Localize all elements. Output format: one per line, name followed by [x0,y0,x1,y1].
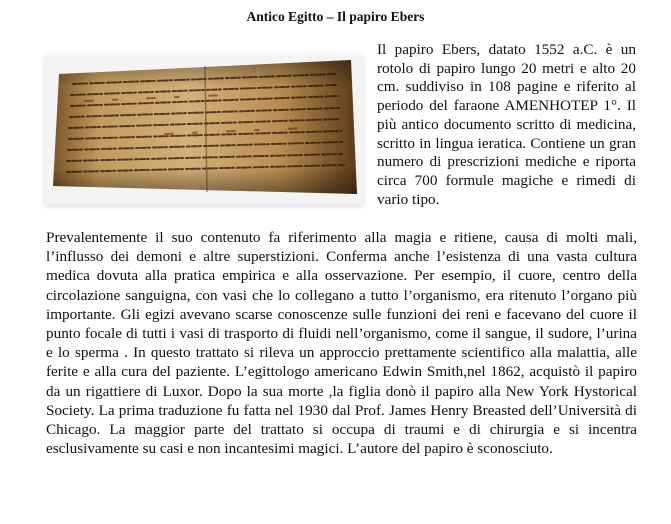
intro-paragraph: Il papiro Ebers, datato 1552 a.C. è un rotolo di papiro lungo 20 metri e alto 20 cm. suddiviso in 108 pagine e riferito al periodo del faraone AMENHOTEP 1°. Il più antico documento scritto di medicina, scritto in lingua ieratica. Contiene un gran numero di prescrizioni mediche e riporta circa 700 formule magiche e rimedi di vario tipo. [377,41,636,208]
page-title: Antico Egitto – Il papiro Ebers [246,9,425,24]
body-paragraph: Prevalentemente il suo contenuto fa riferimento alla magia e ritiene, causa di molti mali, l’influsso dei demoni e altre superstizioni. Conferma anche l’esistenza di una vasta cultura medica dovuta alla pratica empirica e alla osservazione. Per esempio, il cuore, centro della circolazione sanguigna, con vasi che lo collegano a tutto l’organismo, era ritenuto l’organo più importante. Gli egizi avevano scarse conoscenze sulle funzioni dei reni e facevano del cuore il punto focale di tutti i vasi di trasporto di fluidi nell’organismo, come il sangue, il sudore, l’urina e lo sperma . In questo trattato si rileva un approccio prettamente scientifico alla malattia, alle ferite e alla cura del paziente. L’egittologo americano Edwin Smith,nel 1862, acquistò il papiro da un rigattiere di Luxor. Dopo la sua morte ,la figlia donò il papiro alla New York Hystorical Society. La prima traduzione fu fatta nel 1930 dal Prof. James Henry Breasted dell’Università di Chicago. La maggior parte del trattato si occupa di traumi e di chirurgia e si incentra esclusivamente su casi e non incantesimi magici. L’autore del papiro è sconosciuto. [46,229,637,458]
papyrus-photo [45,54,363,204]
papyrus-image [45,54,363,204]
